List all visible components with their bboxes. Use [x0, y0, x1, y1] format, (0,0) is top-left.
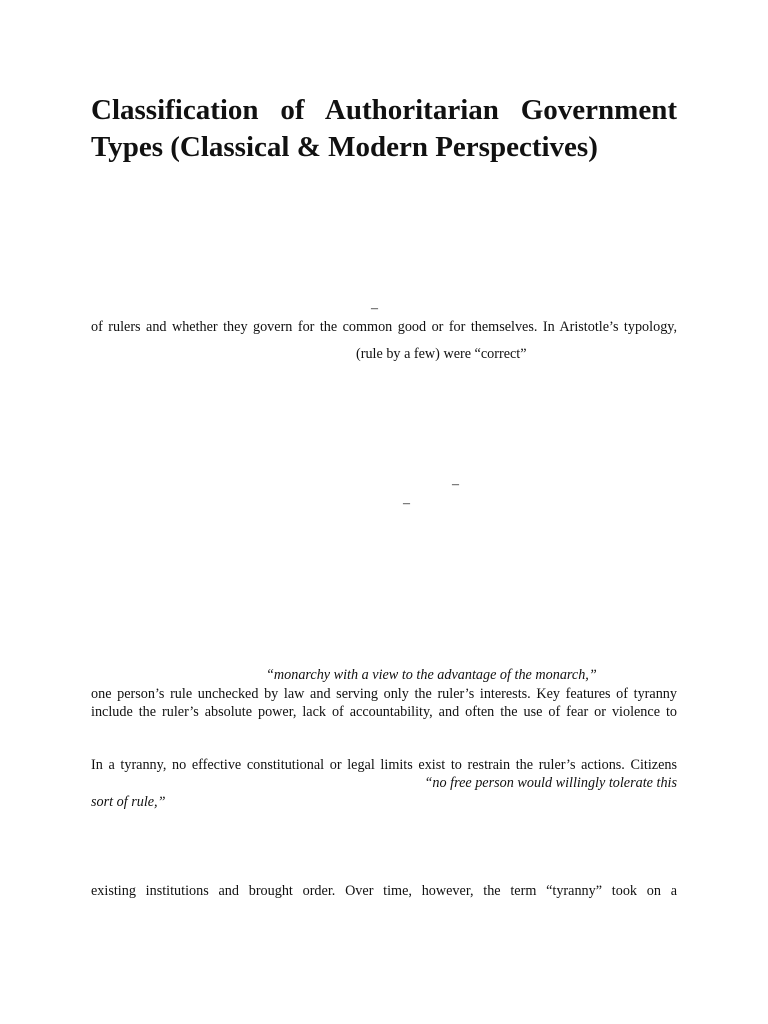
paragraph-line: In a tyranny, no effective constitutional or legal limits exist to restrain the ruler’s actions. Citizens: [91, 757, 677, 773]
paragraph-line: (rule by a few) were “correct”: [356, 346, 527, 362]
paragraph-line: of rulers and whether they govern for the common good or for themselves. In Aristotle’s typology,: [91, 319, 677, 335]
paragraph-line: include the ruler’s absolute power, lack of accountability, and often the use of fear or violence to: [91, 704, 677, 720]
paragraph-line: one person’s rule unchecked by law and serving only the ruler’s interests. Key features of tyranny: [91, 686, 677, 702]
dash-fragment: –: [403, 496, 410, 511]
paragraph-line: existing institutions and brought order. Over time, however, the term “tyranny” took on a: [91, 883, 677, 899]
italic-quote: sort of rule,”: [91, 794, 166, 810]
document-title: Classification of Authoritarian Government Types (Classical & Modern Perspectives): [91, 94, 677, 163]
italic-quote: “no free person would willingly tolerate this: [424, 775, 677, 791]
dash-fragment: –: [452, 477, 459, 492]
dash-fragment: –: [371, 301, 378, 316]
italic-quote: “monarchy with a view to the advantage of the monarch,”: [266, 667, 597, 683]
